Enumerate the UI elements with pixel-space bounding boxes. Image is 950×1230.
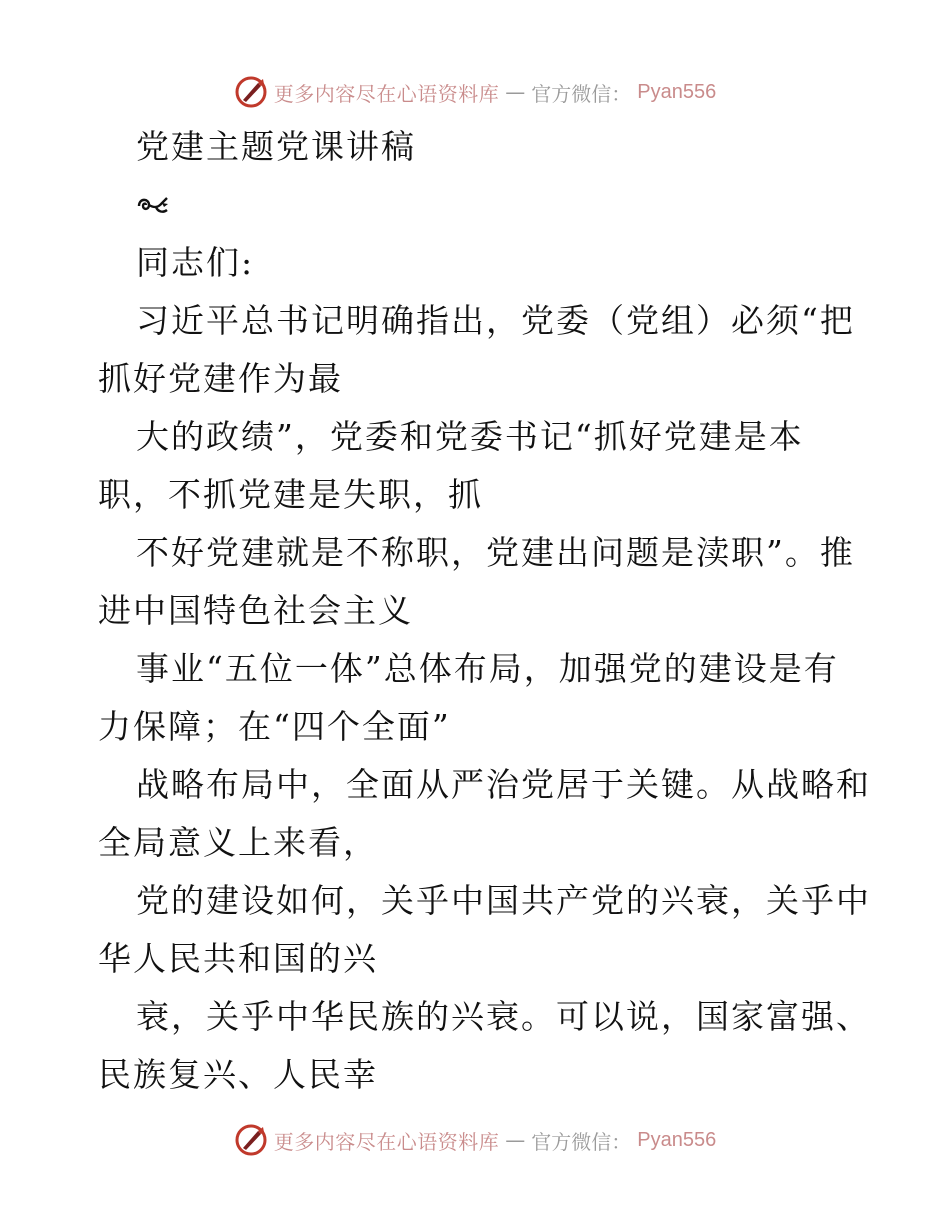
watermark-wechat-id: Pyan556 — [637, 80, 717, 103]
document-body — [98, 118, 871, 1104]
paragraph-line: 进中国特色社会主义 — [98, 591, 413, 630]
quill-pen-logo-icon — [234, 75, 268, 109]
paragraph-line: 事业“五位一体”总体布局，加强党的建设是有 — [136, 649, 839, 688]
paragraph-line: 党的建设如何，关乎中国共产党的兴衰，关乎中 — [136, 881, 871, 920]
document-title: 党建主题党课讲稿 — [136, 127, 416, 166]
paragraph-line: 华人民共和国的兴 — [98, 939, 378, 978]
paragraph-line: 不好党建就是不称职，党建出问题是渎职”。推 — [136, 533, 855, 572]
watermark-label: 官方微信： — [531, 1129, 632, 1154]
paragraph-line: 民族复兴、人民幸 — [98, 1055, 378, 1094]
watermark-label: 官方微信： — [531, 81, 632, 106]
watermark-separator: — — [505, 1128, 526, 1152]
paragraph-line: 力保障；在“四个全面” — [98, 707, 451, 746]
watermark-text: 更多内容尽在心语资料库 — [273, 81, 500, 106]
paragraph-line: 习近平总书记明确指出，党委（党组）必须“把 — [136, 301, 855, 340]
ornament-row — [98, 176, 858, 234]
watermark-separator: — — [505, 80, 526, 104]
paragraph-line: 职，不抓党建是失职，抓 — [98, 475, 483, 514]
paragraph-line: 同志们: — [136, 243, 255, 282]
paragraph-line: 衰，关乎中华民族的兴衰。可以说，国家富强、 — [136, 997, 871, 1036]
quill-pen-logo-icon — [234, 1123, 268, 1157]
paragraph-line: 全局意义上来看， — [98, 823, 378, 862]
header-watermark — [0, 72, 950, 112]
footer-watermark — [0, 1120, 950, 1160]
floral-ornament-icon — [136, 194, 170, 216]
watermark-text: 更多内容尽在心语资料库 — [273, 1129, 500, 1154]
paragraph-line: 战略布局中，全面从严治党居于关键。从战略和 — [136, 765, 871, 804]
paragraph-line: 大的政绩”，党委和党委书记“抓好党建是本 — [136, 417, 804, 456]
watermark-wechat-id: Pyan556 — [637, 1128, 717, 1151]
paragraph-line: 抓好党建作为最 — [98, 359, 343, 398]
